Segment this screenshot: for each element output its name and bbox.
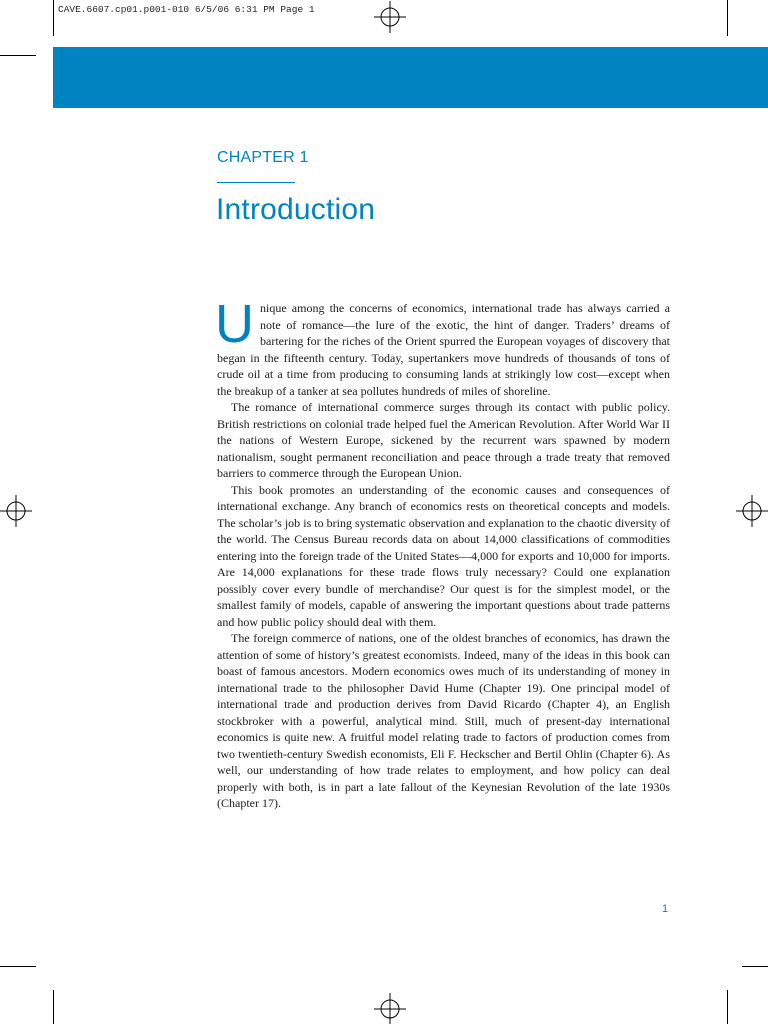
crop-mark-icon bbox=[742, 966, 768, 967]
chapter-label: CHAPTER 1 bbox=[217, 149, 309, 166]
registration-mark-icon bbox=[736, 495, 768, 527]
registration-mark-icon bbox=[0, 495, 32, 527]
paragraph-3: This book promotes an understanding of the economic causes and consequences of international exchange. Any branch of economics rests on theoretical concepts and models. The scholar’s job is to bring systematic observation and explanation to the chaotic diversity of the world. The Census Bureau records data on about 14,000 classifications of commodities entering into the foreign trade of the United States—4,000 for exports and 10,000 for imports. Are 14,000 explanations for these trade flows truly necessary? Could one explanation possibly cover every bundle of merchandise? Our quest is for the simplest model, or the smallest family of models, capable of answering the important questions about trade patterns and how public policy should deal with them. bbox=[217, 482, 670, 629]
registration-mark-icon bbox=[374, 1, 406, 33]
registration-mark-icon bbox=[374, 993, 406, 1024]
crop-mark-icon bbox=[53, 0, 54, 22]
paragraph-2: The romance of international commerce surges through its contact with public policy. British restrictions on colonial trade helped fuel the American Revolution. After World War II the nations of Western Europe, sickened by the recurrent wars spawned by modern nationalism, sought permanent reconciliation and peace through a trade treaty that removed barriers to commerce through the European Union. bbox=[217, 400, 670, 480]
paragraph-1-text: nique among the concerns of economics, international trade has always carried a note of romance—the lure of the exotic, the hint of danger. Traders’ dreams of bartering for the riches of the Orient spurred the European voyages of discovery that began in the fifteenth century. Today, supertankers move hundreds of thousands of tons of crude oil at a time from producing to consuming lands at strikingly low cost—except when the breakup of a tanker at sea pollutes hundreds of miles of shoreline. bbox=[217, 301, 670, 398]
crop-mark-icon bbox=[53, 990, 54, 1024]
chapter-rule bbox=[217, 182, 295, 183]
drop-cap: U bbox=[215, 294, 254, 354]
chapter-title: Introduction bbox=[216, 193, 376, 226]
crop-mark-icon bbox=[0, 55, 36, 56]
chapter-body bbox=[215, 294, 670, 812]
crop-mark-icon bbox=[345, 16, 346, 17]
printer-slug: CAVE.6607.cp01.p001-010 6/5/06 6:31 PM Page 1 bbox=[58, 4, 315, 15]
crop-mark-icon bbox=[727, 990, 728, 1024]
page-number: 1 bbox=[662, 903, 669, 915]
chapter-header-band bbox=[53, 47, 768, 108]
crop-mark-icon bbox=[0, 966, 36, 967]
crop-mark-icon bbox=[727, 0, 728, 36]
paragraph-4: The foreign commerce of nations, one of the oldest branches of economics, has drawn the attention of some of history’s greatest economists. Indeed, many of the ideas in this book can boast of famous ancestors. Modern economics owes much of its understanding of money in international trade to the philosopher David Hume (Chapter 19). One principal model of international trade and production derives from David Ricardo (Chapter 4), an English stockbroker with a powerful, analytical mind. Still, much of present-day international economics is quite new. A fruitful model relating trade to factors of production comes from two twentieth-century Swedish economists, Eli F. Heckscher and Bertil Ohlin (Chapter 6). As well, our understanding of how trade relates to employment, and how policy can deal properly with both, is in part a late fallout of the Keynesian Revolution of the late 1930s (Chapter 17). bbox=[217, 631, 670, 810]
paragraph-1 bbox=[215, 294, 670, 399]
